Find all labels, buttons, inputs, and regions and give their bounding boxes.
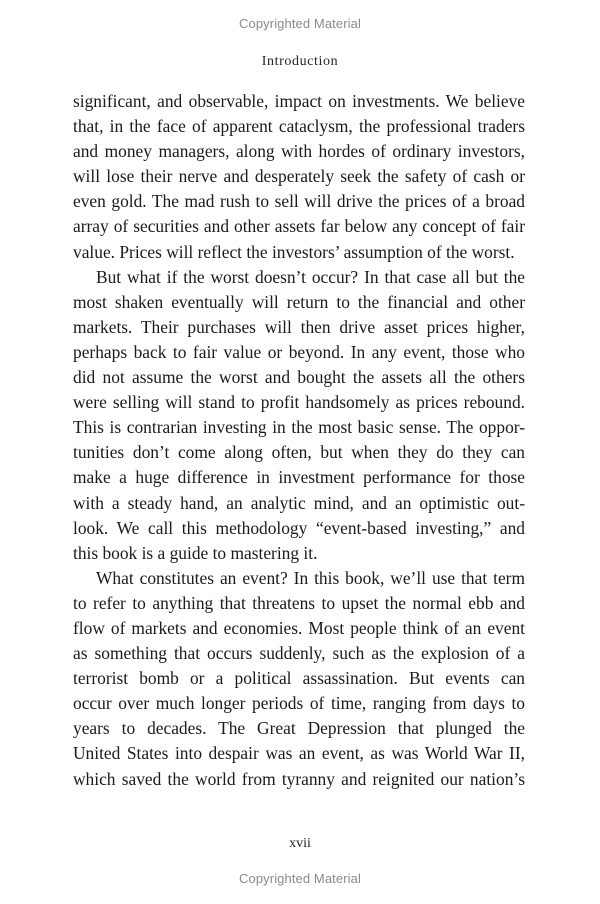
text-line: this book is a guide to mastering it. bbox=[73, 542, 318, 563]
text-line: were selling will stand to profit handsomely as prices rebound. bbox=[73, 392, 525, 413]
text-line: even gold. The mad rush to sell will drive the prices of a broad bbox=[73, 191, 525, 212]
text-line: perhaps back to fair value or beyond. In any event, those who bbox=[73, 341, 525, 362]
text-line: will lose their nerve and desperately seek the safety of cash or bbox=[73, 166, 525, 187]
text-line: What constitutes an event? In this book, we’ll use that term bbox=[96, 567, 525, 588]
text-line: to refer to anything that threatens to upset the normal ebb and bbox=[73, 592, 525, 613]
text-line: value. Prices will reflect the investors’ assumption of the worst. bbox=[73, 241, 515, 262]
text-line: look. We call this methodology “event-based investing,” and bbox=[73, 517, 525, 538]
text-line: United States into despair was an event, as was World War II, bbox=[73, 743, 525, 764]
text-line: terrorist bomb or a political assassination. But events can bbox=[73, 668, 525, 689]
text-line: markets. Their purchases will then drive asset prices higher, bbox=[73, 316, 525, 337]
text-line: This is contrarian investing in the most basic sense. The oppor- bbox=[73, 417, 525, 438]
text-line: years to decades. The Great Depression that plunged the bbox=[73, 718, 525, 739]
text-line: did not assume the worst and bought the assets all the others bbox=[73, 367, 525, 388]
text-line: that, in the face of apparent cataclysm, the professional traders bbox=[73, 116, 525, 137]
text-line: which saved the world from tyranny and reignited our nation’s bbox=[73, 768, 525, 789]
text-line: with a steady hand, an analytic mind, and an optimistic out- bbox=[73, 492, 525, 513]
text-line: significant, and observable, impact on investments. We believe bbox=[73, 91, 525, 111]
text-line: most shaken eventually will return to the financial and other bbox=[73, 291, 525, 312]
copyright-watermark-top: Copyrighted Material bbox=[239, 16, 361, 31]
text-line: tunities don’t come along often, but when they do they can bbox=[73, 442, 525, 463]
page-number: xvii bbox=[289, 836, 311, 851]
text-line: But what if the worst doesn’t occur? In that case all but the bbox=[96, 266, 525, 287]
body-text bbox=[73, 89, 525, 792]
text-line: occur over much longer periods of time, ranging from days to bbox=[73, 693, 525, 714]
running-head: Introduction bbox=[261, 54, 339, 69]
copyright-watermark-bottom: Copyrighted Material bbox=[239, 871, 361, 886]
text-line: and money managers, along with hordes of ordinary investors, bbox=[73, 141, 525, 162]
text-line: flow of markets and economies. Most people think of an event bbox=[73, 617, 525, 638]
text-line: as something that occurs suddenly, such as the explosion of a bbox=[73, 643, 525, 664]
text-line: array of securities and other assets far below any concept of fair bbox=[73, 216, 525, 237]
text-line: make a huge difference in investment performance for those bbox=[73, 467, 525, 488]
